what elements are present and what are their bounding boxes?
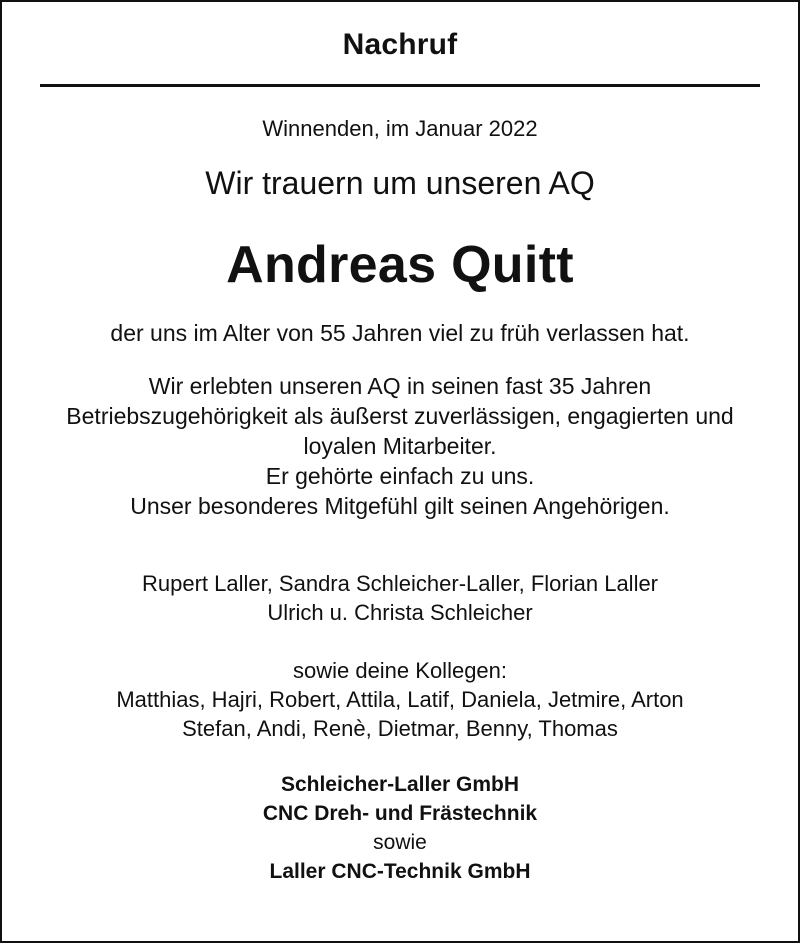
company-name: Laller CNC-Technik GmbH — [269, 860, 531, 883]
tribute-line: loyalen Mitarbeiter. — [303, 433, 497, 459]
tribute-line: Unser besonderes Mitgefühl gilt seinen Angehörigen. — [130, 493, 670, 519]
family-signatures — [0, 569, 800, 627]
colleagues-intro: sowie deine Kollegen: — [292, 658, 508, 683]
title-divider — [40, 84, 760, 87]
tribute-line: Er gehörte einfach zu uns. — [265, 463, 535, 489]
place-date: Winnenden, im Januar 2022 — [262, 116, 538, 141]
colleagues-line: Matthias, Hajri, Robert, Attila, Latif, Daniela, Jetmire, Arton — [116, 687, 684, 712]
deceased-name: Andreas Quitt — [226, 236, 574, 294]
company-joiner: sowie — [373, 831, 427, 854]
family-line: Ulrich u. Christa Schleicher — [267, 600, 533, 625]
tribute-text — [0, 371, 800, 521]
tribute-line: Wir erlebten unseren AQ in seinen fast 35 Jahren — [148, 373, 652, 399]
company-signatures — [0, 770, 800, 886]
colleagues-signatures — [0, 656, 800, 743]
page-title: Nachruf — [342, 28, 458, 61]
company-subtitle: CNC Dreh- und Frästechnik — [262, 802, 538, 825]
tribute-line: Betriebszugehörigkeit als äußerst zuverlässigen, engagierten und — [66, 403, 734, 429]
tagline: Wir trauern um unseren AQ — [205, 165, 595, 201]
family-line: Rupert Laller, Sandra Schleicher-Laller, Florian Laller — [141, 571, 659, 596]
age-line: der uns im Alter von 55 Jahren viel zu früh verlassen hat. — [110, 320, 690, 346]
company-name: Schleicher-Laller GmbH — [280, 773, 520, 796]
colleagues-line: Stefan, Andi, Renè, Dietmar, Benny, Thomas — [182, 716, 618, 741]
